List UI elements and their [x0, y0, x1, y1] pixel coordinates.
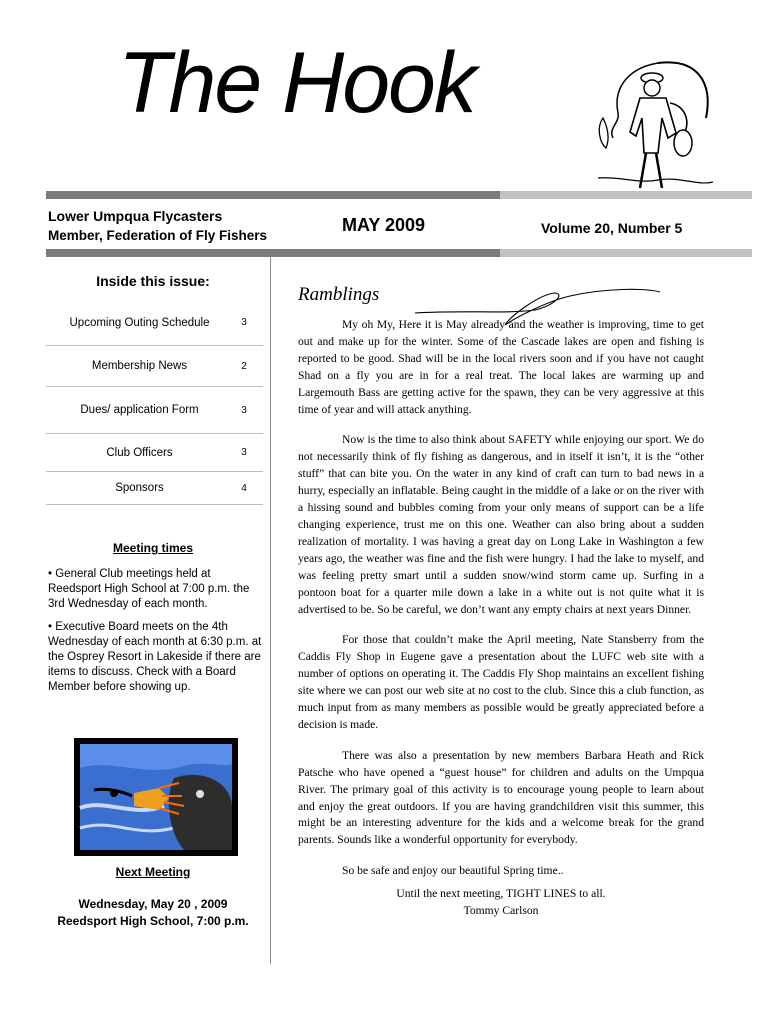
- list-item: • Executive Board meets on the 4th Wednesday of each month at 6:30 p.m. at the Osprey Resort in Lakeside if there are items to discuss. Check with a Board Member before showing up.: [48, 621, 262, 693]
- volume-number: Volume 20, Number 5: [541, 220, 683, 236]
- toc-item[interactable]: [46, 434, 263, 472]
- top-rule: [46, 191, 752, 199]
- toc-item-page: 4: [241, 482, 247, 494]
- toc-item-label: Club Officers: [106, 446, 173, 459]
- article-paragraph: So be safe and enjoy our beautiful Spring time..: [342, 864, 564, 878]
- fishing-lure-clipart-icon: [74, 738, 238, 856]
- table-of-contents: [46, 300, 263, 505]
- header-rule: [46, 249, 752, 257]
- meeting-item-text: Executive Board meets on the 4th Wednesday of each month at 6:30 p.m. at the Osprey Resort in Lakeside if there are items to discuss. Check with a Board Member before showing up.: [48, 621, 262, 693]
- article-paragraph: There was also a presentation by new members Barbara Heath and Rick Patsche who have opened a “guest house” for children and adults on the Umpqua River. The primary goal of this activity is to encourage young people to learn about and enjoy the great outdoors. If you are having grandchildren visit this summer, this might be an interesting adventure for the kids and a welcome break for the grand parents. Sounds like a wonderful opportunity for everybody.: [298, 748, 704, 847]
- column-divider: [270, 256, 271, 964]
- toc-item[interactable]: [46, 472, 263, 505]
- toc-item[interactable]: [46, 300, 263, 346]
- org-name: Lower Umpqua Flycasters: [48, 208, 223, 224]
- toc-item-page: 2: [241, 360, 247, 372]
- toc-item-page: 3: [241, 317, 247, 328]
- next-meeting-date: Wednesday, May 20 , 2009: [78, 897, 228, 911]
- inside-issue-heading: Inside this issue:: [96, 273, 210, 289]
- next-meeting-location: Reedsport High School, 7:00 p.m.: [57, 914, 249, 928]
- list-item: • General Club meetings held at Reedsport High School at 7:00 p.m. the 3rd Wednesday of each month.: [48, 568, 250, 610]
- closing-line: Until the next meeting, TIGHT LINES to all.: [396, 887, 606, 901]
- toc-item-label: Dues/ application Form: [80, 404, 199, 416]
- toc-item[interactable]: [46, 387, 263, 434]
- toc-item-label: Sponsors: [115, 482, 164, 494]
- fisherman-clipart-icon: [588, 58, 718, 193]
- toc-item-page: 3: [241, 404, 247, 416]
- meeting-times-heading: Meeting times: [112, 541, 193, 555]
- toc-item-label: Upcoming Outing Schedule: [69, 316, 210, 329]
- article-title: Ramblings: [298, 284, 380, 305]
- author-signature: Tommy Carlson: [463, 904, 539, 918]
- newsletter-title: The Hook: [118, 35, 475, 131]
- next-meeting-heading: Next Meeting: [115, 865, 191, 879]
- article-paragraph: My oh My, Here it is May already and the weather is improving, time to get out and make up for the winter. Some of the Cascade lakes are open and fishing is reported to be good. Shad will be in the local rivers soon and if you have not caught Shad on a fly you are in for a real treat. The local lakes are warming up and Largemouth Bass are getting active for the spawn, they can be very aggressive at this time of year and will attack anything.: [298, 318, 704, 416]
- article-paragraph: Now is the time to also think about SAFETY while enjoying our sport. We do not necessarily think of fly fishing as dangerous, and in itself it isn’t, it is the “other stuff” that can bite you. On the water in any kind of craft can turn to bad news in a hurry, especially an inflatable. Being caught in the middle of a lake or on the river with a hissing sound and bubbles coming from your only means of support can be a life changing experience, trust me on this one. Weather can also bring about a sudden realization of mortality. I was having a great day on Long Lake in Washington a few years ago, the weather was fine and the fish were hungry. I had the lake to myself, and was feeling pretty smart until a sudden snow/wind storm came up. Surfing in a pontoon boat for a quarter mile down a lake in a white out is not quite what it is advertised to be. So be careful, we don’t want any empty chairs at next years Dinner.: [298, 433, 704, 616]
- toc-item-page: 3: [241, 447, 247, 458]
- toc-item-label: Membership News: [91, 360, 188, 372]
- meeting-times-list: [48, 567, 262, 703]
- org-affiliation: Member, Federation of Fly Fishers: [48, 228, 268, 243]
- meeting-item-text: General Club meetings held at Reedsport High School at 7:00 p.m. the 3rd Wednesday of each month.: [48, 568, 250, 610]
- article-paragraph: For those that couldn’t make the April meeting, Nate Stansberry from the Caddis Fly Shop in Eugene gave a presentation about the LUFC web site with a number of options on operating it. The Caddis Fly Shop maintains an excellent fishing site where we can post our web site at no cost to the club. Since this a club function, as much input from as many members as possible would be greatly appreciated before a decision is made.: [298, 633, 704, 731]
- issue-date: MAY 2009: [342, 215, 426, 235]
- article-body: [298, 317, 704, 920]
- toc-item[interactable]: [46, 346, 263, 387]
